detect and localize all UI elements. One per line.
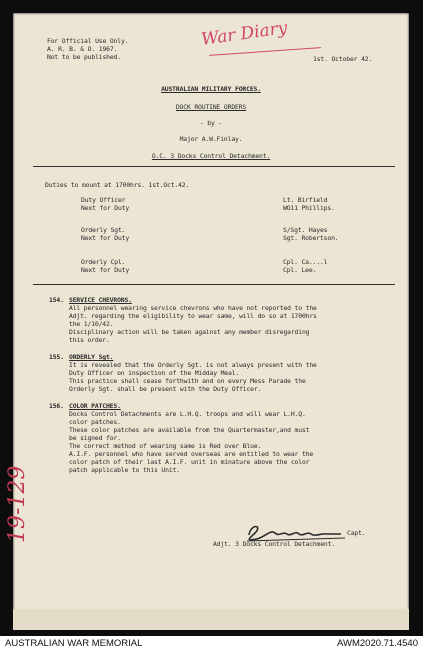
order-line: All personnel wearing service chevrons who have not reported to the <box>69 304 317 312</box>
issuer-name: Major A.W.Finlay. <box>179 135 243 143</box>
institution-label: AUSTRALIAN WAR MEMORIAL <box>5 638 143 649</box>
order-line: Orderly Sgt. shall be present with the Duty Officer. <box>69 385 262 393</box>
duty-role: Next for Duty <box>81 234 130 242</box>
order-line: A.I.F. personnel who have served overseas are entitled to wear the <box>69 450 314 458</box>
order-line: This practice shall cease forthwith and on every Mess Parade the <box>69 377 306 385</box>
order-line: Adjt. regarding the eligibility to wear same, will do so at 1700hrs <box>69 312 317 320</box>
order-line: Docks Control Detachments are L.H.Q. troops and will wear L.H.Q. <box>69 410 306 418</box>
order-line: color patch of their last A.I.F. unit in minature above the color <box>69 458 310 466</box>
duty-name: WO11 Phillips. <box>283 204 335 212</box>
duty-role: Orderly Cpl. <box>81 258 126 266</box>
not-published-note: Not to be published. <box>47 53 121 61</box>
order-number: 156. <box>49 402 64 410</box>
order-line: These color patches are available from the Quartermaster,and must <box>69 426 310 434</box>
handwritten-reference: 19-129 <box>5 465 30 543</box>
order-title: ORDERLY Sgt. <box>69 353 114 361</box>
order-number: 154. <box>49 296 64 304</box>
order-line: be signed for. <box>69 434 121 442</box>
duty-name: Lt. Birfield <box>283 196 328 204</box>
war-diary-underline <box>209 47 321 56</box>
order-title: SERVICE CHEVRONS. <box>69 296 132 304</box>
order-number: 155. <box>49 353 64 361</box>
by-line: - by - <box>199 119 223 127</box>
order-line: Duty Officer on inspection of the Midday Meal. <box>69 369 240 377</box>
page-bottom-edge <box>13 609 409 630</box>
order-line: It is revealed that the Orderly Sgt. is not always present with the <box>69 361 317 369</box>
duty-role: Next for Duty <box>81 204 130 212</box>
orders-title: DOCK ROUTINE ORDERS <box>175 103 247 111</box>
duty-name: S/Sgt. Hayes <box>283 226 328 234</box>
document-page <box>5 13 409 630</box>
official-use-note: For Official Use Only. <box>47 37 129 45</box>
order-line: The correct method of wearing same is Red over Blue. <box>69 442 262 450</box>
order-line: patch applicable to this Unit. <box>69 466 180 474</box>
order-line: this order. <box>69 336 110 344</box>
duty-role: Duty Officer <box>81 196 126 204</box>
duty-name: Cpl. Lee. <box>283 266 317 274</box>
duty-name: Cpl. Ca....l <box>283 258 328 266</box>
footer-bar <box>0 636 423 653</box>
signature-unit: Adjt. 3 Docks Control Detachment. <box>213 540 336 548</box>
order-line: color patches. <box>69 418 121 426</box>
header-rule <box>33 166 395 167</box>
order-title: COLOR PATCHES. <box>69 402 121 410</box>
order-line: Disciplinary action will be taken against any member disregarding <box>69 328 310 336</box>
document-date: 1st. October 42. <box>313 55 373 63</box>
issuer-unit: O.C. 3 Docks Control Detachment. <box>151 152 271 160</box>
signature-rank: Capt. <box>347 529 366 537</box>
duty-name: Sgt. Robertson. <box>283 234 339 242</box>
force-title: AUSTRALIAN MILITARY FORCES. <box>161 85 261 93</box>
duties-heading: Duties to mount at 1700hrs. 1st.Oct.42. <box>45 181 190 189</box>
duty-role: Orderly Sgt. <box>81 226 126 234</box>
accession-number: AWM2020.71.4540 <box>337 638 418 649</box>
order-line: the 1/10/42. <box>69 320 114 328</box>
regulation-ref: A. R. B. & O. 1967. <box>47 45 118 53</box>
duty-role: Next for Duty <box>81 266 130 274</box>
duties-rule <box>33 284 395 285</box>
war-diary-annotation: War Diary <box>200 18 289 50</box>
